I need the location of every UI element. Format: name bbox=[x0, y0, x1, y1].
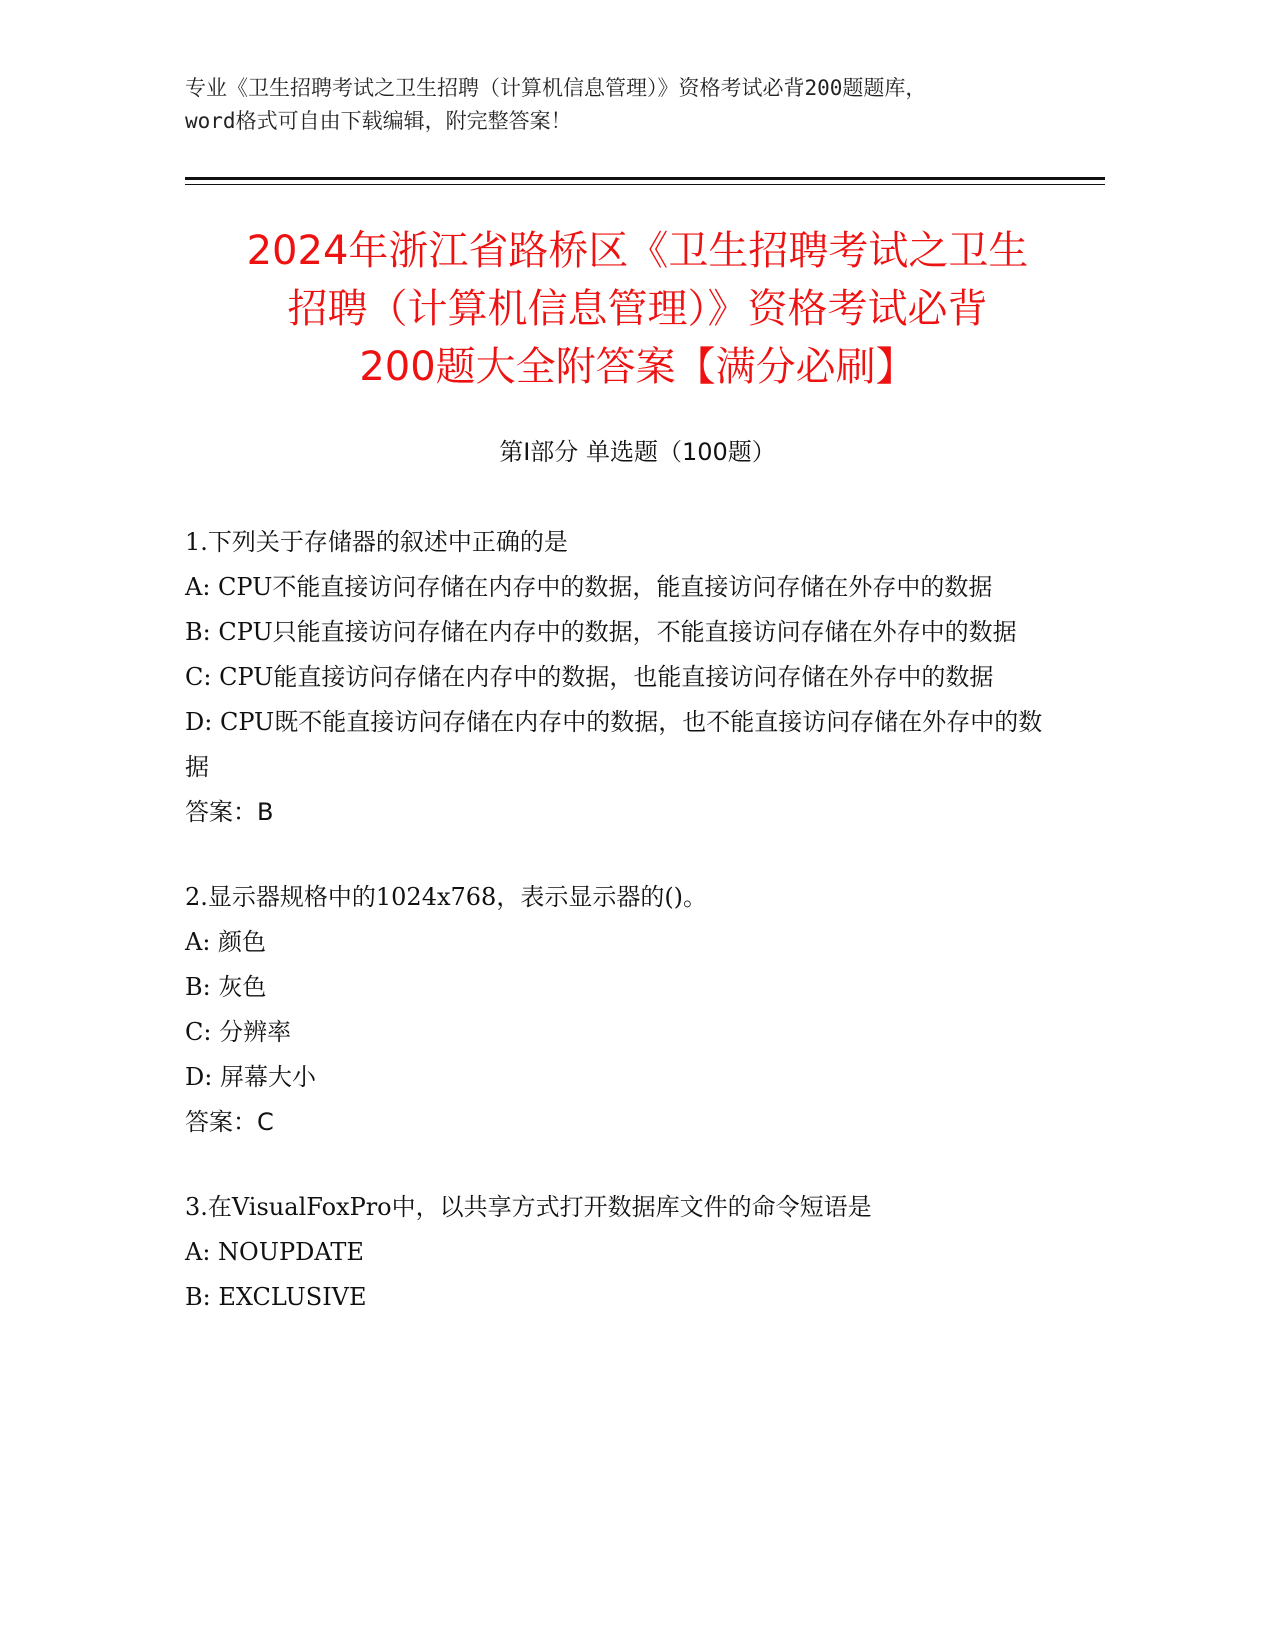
option-a: A: 颜色 bbox=[185, 928, 267, 956]
option-a: A: CPU不能直接访问存储在内存中的数据，能直接访问存储在外存中的数据 bbox=[185, 573, 993, 601]
question-stem: 1.下列关于存储器的叙述中正确的是 bbox=[185, 528, 568, 556]
option-b: B: CPU只能直接访问存储在内存中的数据，不能直接访问存储在外存中的数据 bbox=[185, 618, 1017, 646]
option-d: D: 屏幕大小 bbox=[185, 1063, 316, 1091]
header-note bbox=[185, 72, 1105, 138]
question-stem: 2.显示器规格中的1024x768，表示显示器的()。 bbox=[185, 883, 708, 911]
option-b: B: EXCLUSIVE bbox=[185, 1283, 367, 1311]
question-1 bbox=[185, 520, 1065, 835]
header-divider-thick bbox=[185, 177, 1105, 180]
question-list bbox=[185, 520, 1065, 1360]
answer-label: 答案：C bbox=[185, 1108, 274, 1136]
header-divider-thin bbox=[185, 184, 1105, 185]
option-a: A: NOUPDATE bbox=[185, 1238, 364, 1266]
header-note-line-1: 专业《卫生招聘考试之卫生招聘（计算机信息管理）》资格考试必背200题题库， bbox=[185, 76, 927, 100]
question-3 bbox=[185, 1185, 1065, 1320]
question-stem: 3.在VisualFoxPro中，以共享方式打开数据库文件的命令短语是 bbox=[185, 1193, 872, 1221]
question-2 bbox=[185, 875, 1065, 1145]
option-c: C: 分辨率 bbox=[185, 1018, 292, 1046]
section-heading: 第Ⅰ部分 单选题（100题） bbox=[499, 438, 776, 466]
document-title-line-3: 200题大全附答案【满分必刷】 bbox=[359, 344, 916, 390]
document-title-line-2: 招聘（计算机信息管理）》资格考试必背 bbox=[287, 286, 988, 332]
option-d: D: CPU既不能直接访问存储在内存中的数据，也不能直接访问存储在外存中的数据 bbox=[185, 708, 1043, 781]
document-title bbox=[150, 222, 1125, 396]
option-b: B: 灰色 bbox=[185, 973, 267, 1001]
header-note-line-2: word格式可自由下载编辑，附完整答案！ bbox=[185, 109, 572, 133]
document-title-line-1: 2024年浙江省路桥区《卫生招聘考试之卫生 bbox=[246, 228, 1029, 274]
answer-label: 答案：B bbox=[185, 798, 274, 826]
option-c: C: CPU能直接访问存储在内存中的数据，也能直接访问存储在外存中的数据 bbox=[185, 663, 994, 691]
